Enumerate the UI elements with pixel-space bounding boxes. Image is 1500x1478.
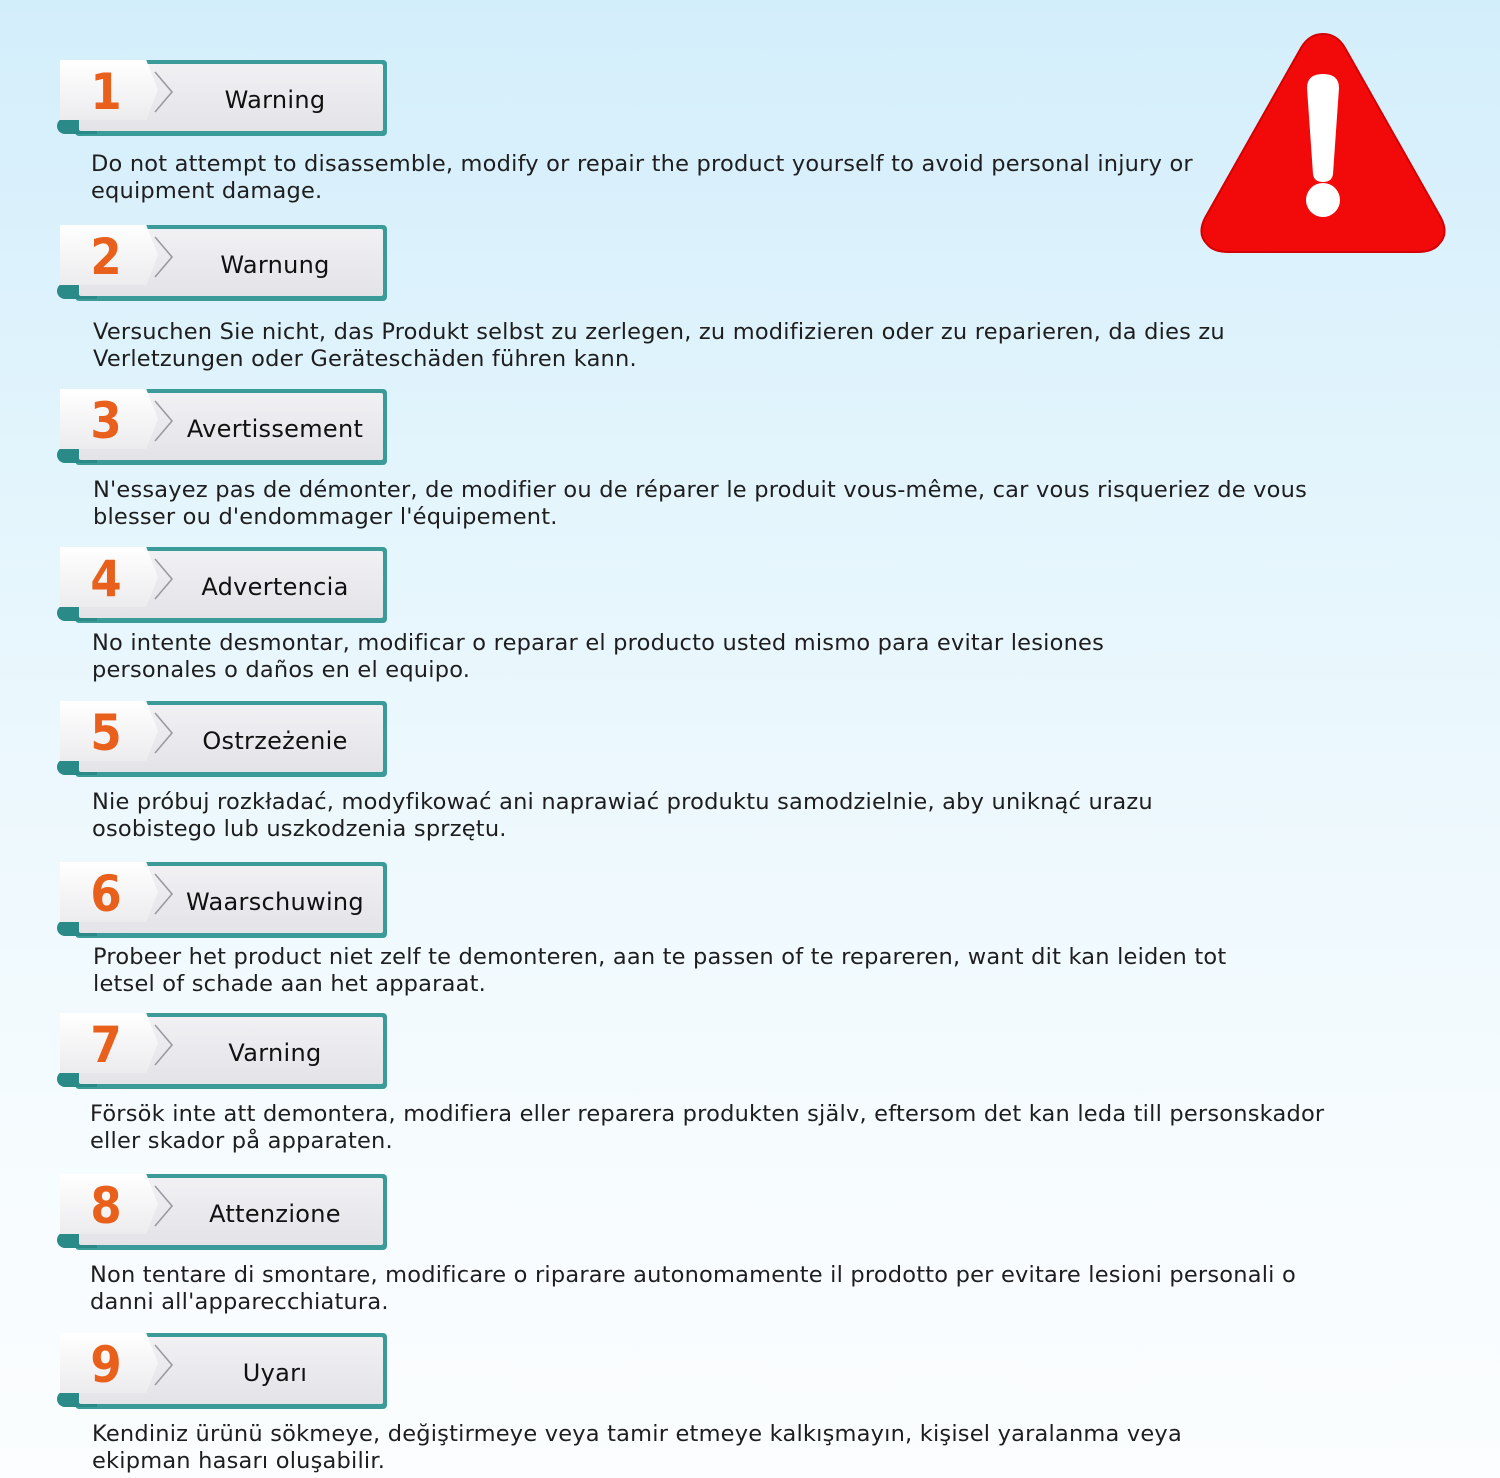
warning-text: Non tentare di smontare, modificare o riparare autonomamente il prodotto per evitare lesioni personali o danni all'apparecchiatura. bbox=[90, 1262, 1296, 1315]
section-number: 9 bbox=[90, 1336, 122, 1394]
section-title: Warning bbox=[224, 86, 326, 114]
section-title: Ostrzeżenie bbox=[202, 727, 348, 755]
section-number: 6 bbox=[90, 865, 122, 923]
section-number: 1 bbox=[90, 63, 122, 121]
warning-text: Do not attempt to disassemble, modify or repair the product yourself to avoid personal injury or equipment damage. bbox=[91, 151, 1193, 204]
section-badge bbox=[57, 389, 391, 469]
section-number: 4 bbox=[90, 550, 122, 608]
warning-text: Kendiniz ürünü sökmeye, değiştirmeye veya tamir etmeye kalkışmayın, kişisel yaralanma veya ekipman hasarı oluşabilir. bbox=[92, 1421, 1182, 1474]
warning-text: N'essayez pas de démonter, de modifier ou de réparer le produit vous-même, car vous risqueriez de vous blesser ou d'endommager l'équipement. bbox=[93, 477, 1308, 530]
warning-triangle-icon bbox=[1195, 28, 1451, 260]
section-title: Warnung bbox=[220, 251, 330, 279]
section-number: 3 bbox=[90, 392, 122, 450]
section-number: 8 bbox=[90, 1177, 122, 1235]
section-badge bbox=[57, 862, 391, 942]
section-title: Attenzione bbox=[209, 1200, 341, 1228]
warning-text: Nie próbuj rozkładać, modyfikować ani naprawiać produktu samodzielnie, aby uniknąć urazu osobistego lub uszkodzenia sprzętu. bbox=[92, 789, 1153, 842]
section-number: 5 bbox=[90, 704, 122, 762]
section-title: Waarschuwing bbox=[186, 888, 364, 916]
section-badge bbox=[57, 1333, 391, 1413]
warning-text: No intente desmontar, modificar o reparar el producto usted mismo para evitar lesiones personales o daños en el equipo. bbox=[92, 630, 1104, 683]
warning-text: Försök inte att demontera, modifiera eller reparera produkten själv, eftersom det kan leda till personskador eller skador på apparaten. bbox=[90, 1101, 1325, 1154]
section-title: Varning bbox=[228, 1039, 322, 1067]
warning-text: Versuchen Sie nicht, das Produkt selbst zu zerlegen, zu modifizieren oder zu reparieren, da dies zu Verletzungen oder Geräteschäden führen kann. bbox=[93, 319, 1225, 372]
section-badge bbox=[57, 1174, 391, 1254]
section-badge bbox=[57, 225, 391, 305]
warning-text: Probeer het product niet zelf te demonteren, aan te passen of te repareren, want dit kan leiden tot letsel of schade aan het apparaat. bbox=[93, 944, 1227, 997]
section-title: Avertissement bbox=[186, 415, 364, 443]
section-number: 7 bbox=[90, 1016, 122, 1074]
section-badge bbox=[57, 547, 391, 627]
section-number: 2 bbox=[90, 228, 122, 286]
section-badge bbox=[57, 60, 391, 140]
section-badge bbox=[57, 701, 391, 781]
section-badge bbox=[57, 1013, 391, 1093]
section-title: Uyarı bbox=[242, 1359, 308, 1387]
section-title: Advertencia bbox=[201, 573, 349, 601]
